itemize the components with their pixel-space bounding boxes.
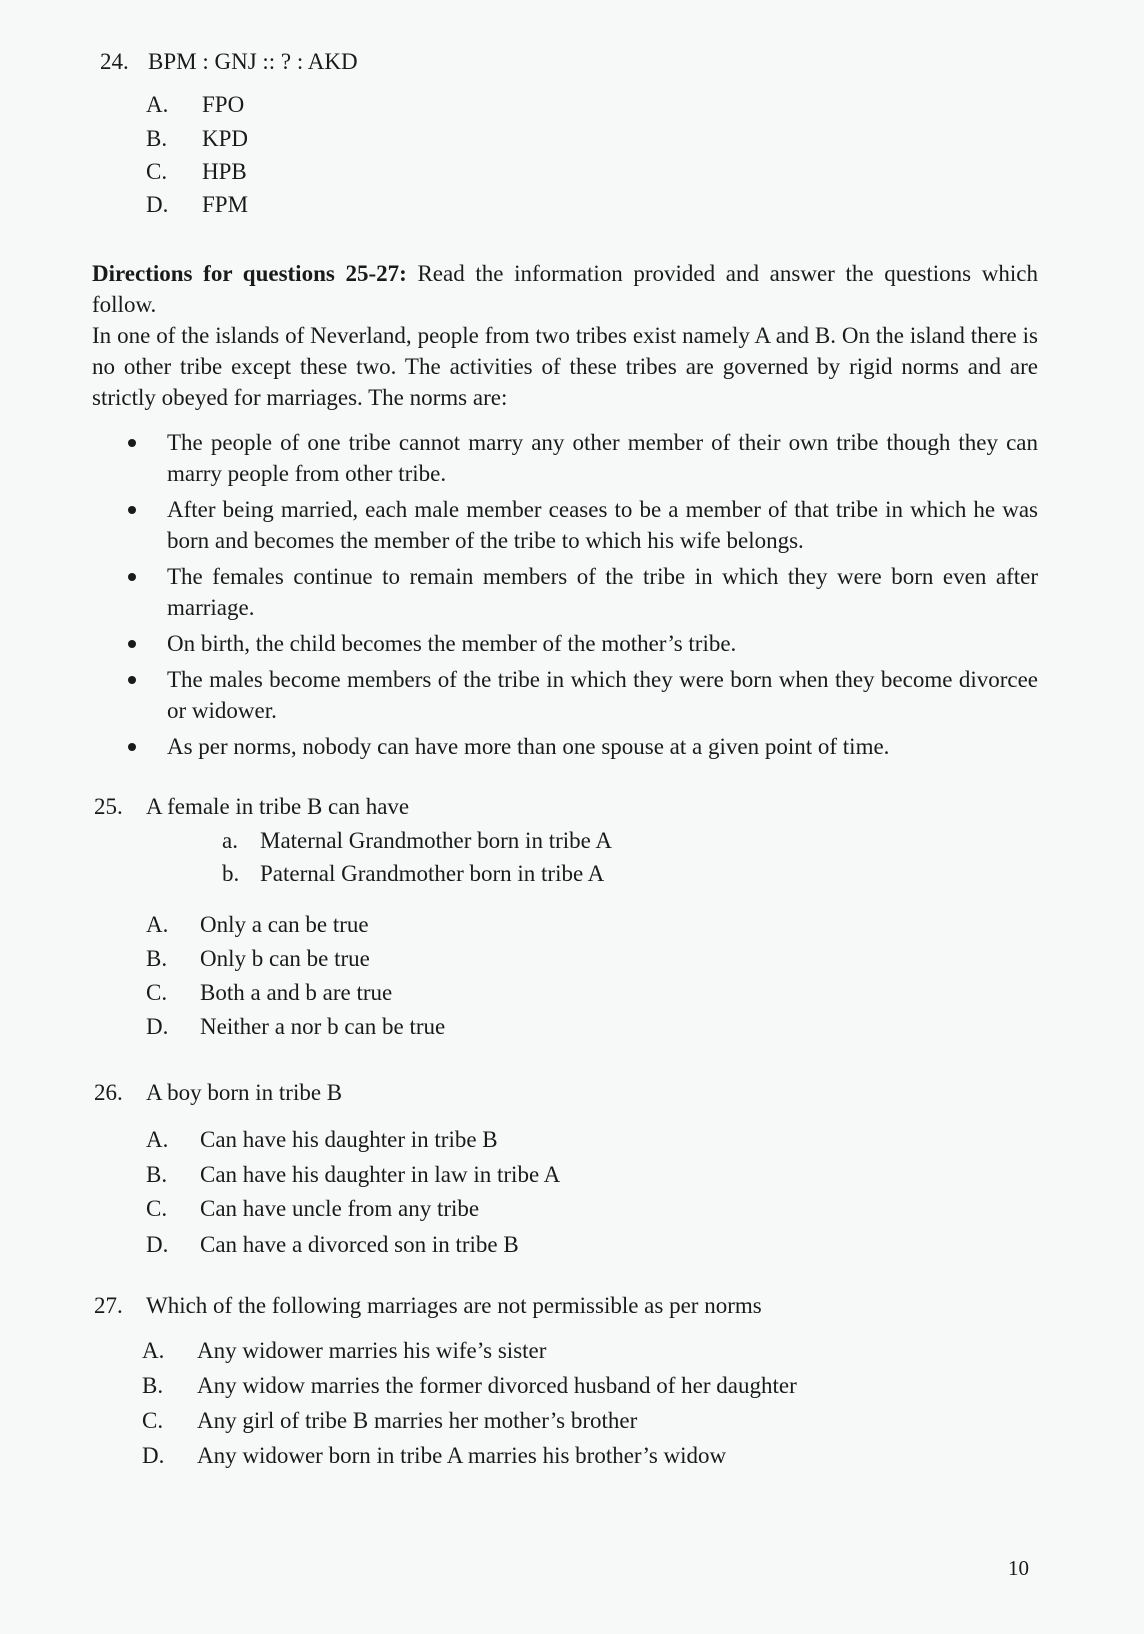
option-letter: D. bbox=[146, 192, 169, 217]
option-letter: A. bbox=[146, 92, 169, 117]
norm-text: After being married, each male member ceases to be a member of that tribe in which he was born and becomes the member of the tribe to which his wife belongs. bbox=[167, 497, 1038, 553]
option-d bbox=[142, 1443, 726, 1469]
statement-b bbox=[222, 861, 604, 887]
option-a bbox=[146, 92, 244, 118]
option-letter: A. bbox=[146, 912, 169, 937]
question-number: 27. bbox=[94, 1293, 123, 1318]
directions-heading: Directions for questions 25-27: bbox=[92, 261, 407, 286]
norm-item bbox=[125, 664, 1038, 726]
statement-text: Paternal Grandmother born in tribe A bbox=[260, 861, 605, 886]
question-number: 24. bbox=[100, 49, 129, 74]
question-text: Which of the following marriages are not permissible as per norms bbox=[146, 1293, 762, 1318]
option-d bbox=[146, 192, 248, 218]
option-text: HPB bbox=[202, 159, 247, 184]
option-text: Can have his daughter in law in tribe A bbox=[200, 1162, 561, 1187]
option-letter: D. bbox=[142, 1443, 165, 1468]
option-text: Any girl of tribe B marries her mother’s brother bbox=[197, 1408, 638, 1433]
option-a bbox=[146, 1127, 498, 1153]
option-text: Neither a nor b can be true bbox=[200, 1014, 446, 1039]
option-letter: C. bbox=[146, 159, 168, 184]
norm-text: The males become members of the tribe in which they were born when they become divorcee or widower. bbox=[167, 667, 1038, 723]
bullet-icon bbox=[128, 743, 136, 751]
question-text: A female in tribe B can have bbox=[146, 794, 410, 819]
option-text: Can have uncle from any tribe bbox=[200, 1196, 480, 1221]
option-text: Any widower marries his wife’s sister bbox=[197, 1338, 547, 1363]
bullet-icon bbox=[128, 439, 136, 447]
option-b bbox=[146, 126, 248, 152]
question-text: A boy born in tribe B bbox=[146, 1080, 343, 1105]
bullet-icon bbox=[128, 506, 136, 514]
question-25 bbox=[94, 793, 409, 821]
option-letter: B. bbox=[146, 1162, 168, 1187]
option-text: Only b can be true bbox=[200, 946, 370, 971]
option-letter: C. bbox=[146, 1196, 168, 1221]
directions-block bbox=[92, 258, 1038, 413]
option-c bbox=[142, 1408, 637, 1434]
statement-letter: b. bbox=[222, 861, 240, 886]
directions-intro bbox=[92, 258, 1038, 320]
option-b bbox=[142, 1373, 797, 1399]
option-letter: C. bbox=[142, 1408, 164, 1433]
option-text: Both a and b are true bbox=[200, 980, 393, 1005]
option-text: Only a can be true bbox=[200, 912, 369, 937]
option-a bbox=[146, 912, 369, 938]
bullet-icon bbox=[128, 676, 136, 684]
option-b bbox=[146, 1162, 560, 1188]
option-c bbox=[146, 980, 392, 1006]
option-letter: B. bbox=[146, 126, 168, 151]
norm-item bbox=[125, 731, 1038, 762]
statement-a bbox=[222, 828, 612, 854]
option-letter: B. bbox=[146, 946, 168, 971]
option-letter: D. bbox=[146, 1232, 169, 1257]
norm-item bbox=[125, 628, 1038, 659]
norm-text: The females continue to remain members of the tribe in which they were born even after marriage. bbox=[167, 564, 1038, 620]
option-text: Any widower born in tribe A marries his brother’s widow bbox=[197, 1443, 727, 1468]
option-text: Can have his daughter in tribe B bbox=[200, 1127, 498, 1152]
norm-item bbox=[125, 494, 1038, 556]
option-b bbox=[146, 946, 370, 972]
option-text: FPO bbox=[202, 92, 245, 117]
option-text: Any widow marries the former divorced husband of her daughter bbox=[197, 1373, 797, 1398]
option-letter: B. bbox=[142, 1373, 164, 1398]
option-a bbox=[142, 1338, 546, 1364]
directions-instruction: Read the information provided and answer the questions which follow. bbox=[92, 261, 1038, 317]
question-number: 25. bbox=[94, 794, 123, 819]
option-c bbox=[146, 1196, 479, 1222]
option-d bbox=[146, 1014, 445, 1040]
question-number: 26. bbox=[94, 1080, 123, 1105]
option-text: Can have a divorced son in tribe B bbox=[200, 1232, 519, 1257]
option-letter: C. bbox=[146, 980, 168, 1005]
bullet-icon bbox=[128, 573, 136, 581]
statement-letter: a. bbox=[222, 828, 238, 853]
directions-paragraph: In one of the islands of Neverland, people from two tribes exist namely A and B. On the island there is no other tribe except these two. The activities of these tribes are governed by rigid norms and are strictly obeyed for marriages. The norms are: bbox=[92, 323, 1038, 410]
norm-text: On birth, the child becomes the member of the mother’s tribe. bbox=[167, 631, 737, 656]
option-text: FPM bbox=[202, 192, 249, 217]
norm-item bbox=[125, 427, 1038, 489]
norm-text: As per norms, nobody can have more than one spouse at a given point of time. bbox=[167, 734, 890, 759]
option-letter: A. bbox=[146, 1127, 169, 1152]
norm-text: The people of one tribe cannot marry any other member of their own tribe though they can marry people from other tribe. bbox=[167, 430, 1038, 486]
option-letter: D. bbox=[146, 1014, 169, 1039]
option-d bbox=[146, 1232, 519, 1258]
option-letter: A. bbox=[142, 1338, 165, 1363]
statement-text: Maternal Grandmother born in tribe A bbox=[260, 828, 612, 853]
option-text: KPD bbox=[202, 126, 249, 151]
question-27 bbox=[94, 1292, 762, 1320]
bullet-icon bbox=[128, 640, 136, 648]
norms-list bbox=[125, 427, 1038, 767]
norm-item bbox=[125, 561, 1038, 623]
option-c bbox=[146, 159, 247, 185]
page-number: 10 bbox=[1008, 1556, 1029, 1580]
question-24 bbox=[100, 48, 358, 76]
question-text: BPM : GNJ :: ? : AKD bbox=[148, 49, 358, 74]
question-26 bbox=[94, 1079, 342, 1107]
